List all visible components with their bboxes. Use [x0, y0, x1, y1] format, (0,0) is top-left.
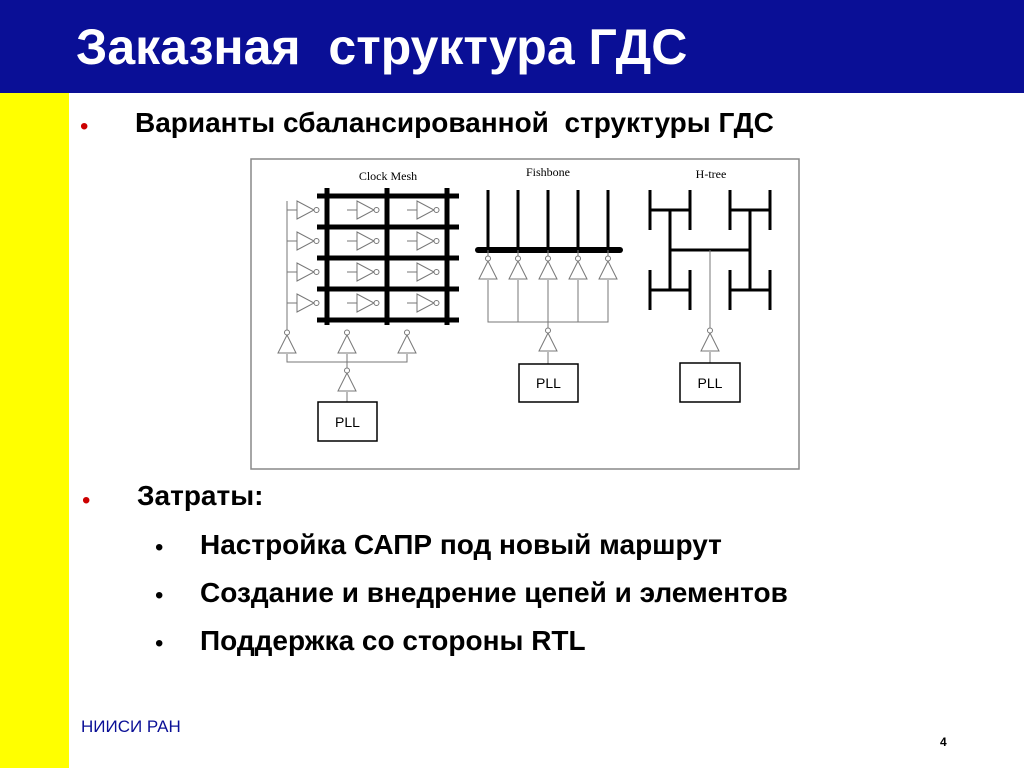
pll-label: PLL	[697, 375, 723, 391]
fishbone-label: Fishbone	[525, 165, 571, 179]
slide-title: Заказная структура ГДС	[76, 19, 688, 75]
bullet-marker: •	[80, 113, 89, 140]
pll-label: PLL	[536, 375, 561, 391]
bullet-text-costs: Затраты:	[137, 480, 264, 511]
side-strip	[0, 93, 69, 768]
pll-label: PLL	[335, 414, 360, 430]
bullet-marker: •	[82, 487, 91, 514]
sub-item-text: Создание и внедрение цепей и элементов	[200, 577, 788, 608]
sub-item-text: Поддержка со стороны RTL	[200, 625, 586, 656]
sub-bullet-marker: •	[155, 630, 164, 657]
page-number: 4	[940, 735, 947, 749]
clock-mesh-label: Clock Mesh	[358, 169, 418, 183]
h-tree-label: H-tree	[695, 167, 727, 181]
footer-org: НИИСИ РАН	[81, 717, 181, 736]
clock-tree-diagram	[250, 158, 800, 470]
sub-bullet-marker: •	[155, 582, 164, 609]
bullet-text-variants: Варианты сбалансированной структуры ГДС	[135, 107, 774, 138]
sub-bullet-marker: •	[155, 534, 164, 561]
sub-item-text: Настройка САПР под новый маршрут	[200, 529, 722, 560]
